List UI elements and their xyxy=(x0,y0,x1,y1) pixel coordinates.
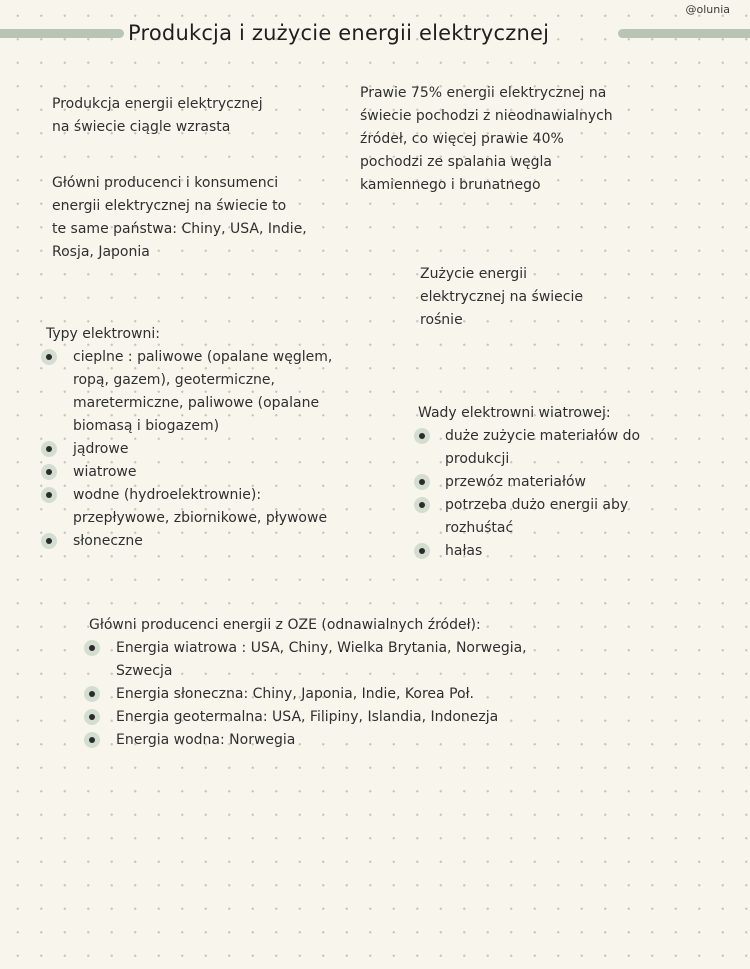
list-item xyxy=(445,471,685,494)
bullet-icon xyxy=(414,428,430,444)
list-item-text: Energia geotermalna: USA, Filipiny, Islandia, Indonezja xyxy=(116,709,499,725)
bullet-icon xyxy=(84,640,100,656)
bullet-icon xyxy=(84,732,100,748)
list-item-text: jądrowe xyxy=(73,441,129,457)
list-item xyxy=(73,484,363,530)
list-item-text: potrzeba dużo energii aby rozhuśtać xyxy=(445,497,629,536)
note-main-producers: Główni producenci i konsumenci energii elektrycznej na świecie to te same państwa: Chiny, USA, Indie, Rosja, Japonia xyxy=(52,175,307,260)
bullet-icon xyxy=(84,686,100,702)
oze-producers-heading: Główni producenci energii z OZE (odnawialnych źródeł): xyxy=(89,617,481,633)
note-non-renewable-share: Prawie 75% energii elektrycznej na świecie pochodzi z nieodnawialnych źródeł, co więcej prawie 40% pochodzi ze spalania węgla kamiennego i brunatnego xyxy=(360,85,613,193)
plant-types-list xyxy=(73,346,363,553)
bullet-icon xyxy=(41,349,57,365)
list-item xyxy=(73,530,363,553)
list-item-text: słoneczne xyxy=(73,533,143,549)
bullet-icon xyxy=(41,441,57,457)
list-item-text: przewóz materiałów xyxy=(445,474,586,490)
author-handle: @olunia xyxy=(685,3,730,16)
list-item-text: cieplne : paliwowe (opalane węglem, ropą, gazem), geotermiczne, maretermiczne, paliwowe (opalane biomasą i biogazem) xyxy=(73,349,333,434)
bullet-icon xyxy=(414,474,430,490)
list-item-text: duże zużycie materiałów do produkcji xyxy=(445,428,641,467)
list-item xyxy=(445,494,685,540)
list-item xyxy=(445,540,685,563)
page-title: Produkcja i zużycie energii elektrycznej xyxy=(128,21,550,45)
bullet-icon xyxy=(41,487,57,503)
list-item-text: Energia wiatrowa : USA, Chiny, Wielka Brytania, Norwegia, Szwecja xyxy=(116,640,527,679)
wind-disadvantages-heading: Wady elektrowni wiatrowej: xyxy=(418,405,611,421)
list-item xyxy=(116,683,576,706)
list-item-text: wodne (hydroelektrownie): przepływowe, zbiornikowe, pływowe xyxy=(73,487,328,526)
bullet-icon xyxy=(41,533,57,549)
list-item xyxy=(73,438,363,461)
list-item xyxy=(73,346,363,438)
note-consumption-growth: Zużycie energii elektrycznej na świecie rośnie xyxy=(420,266,583,328)
plant-types-heading: Typy elektrowni: xyxy=(46,326,160,342)
list-item xyxy=(116,706,576,729)
list-item xyxy=(445,425,685,471)
title-stripe-right xyxy=(618,29,750,38)
bullet-icon xyxy=(414,497,430,513)
oze-producers-list xyxy=(116,637,576,752)
title-stripe-left xyxy=(0,29,124,38)
list-item-text: Energia słoneczna: Chiny, Japonia, Indie, Korea Poł. xyxy=(116,686,475,702)
list-item xyxy=(116,637,576,683)
list-item xyxy=(73,461,363,484)
list-item-text: Energia wodna: Norwegia xyxy=(116,732,296,748)
list-item-text: hałas xyxy=(445,543,483,559)
bullet-icon xyxy=(41,464,57,480)
bullet-icon xyxy=(414,543,430,559)
list-item-text: wiatrowe xyxy=(73,464,137,480)
bullet-icon xyxy=(84,709,100,725)
note-production-growth: Produkcja energii elektrycznej na świecie ciągle wzrasta xyxy=(52,96,263,135)
list-item xyxy=(116,729,576,752)
title-bar xyxy=(0,21,750,45)
wind-disadvantages-list xyxy=(445,425,685,563)
